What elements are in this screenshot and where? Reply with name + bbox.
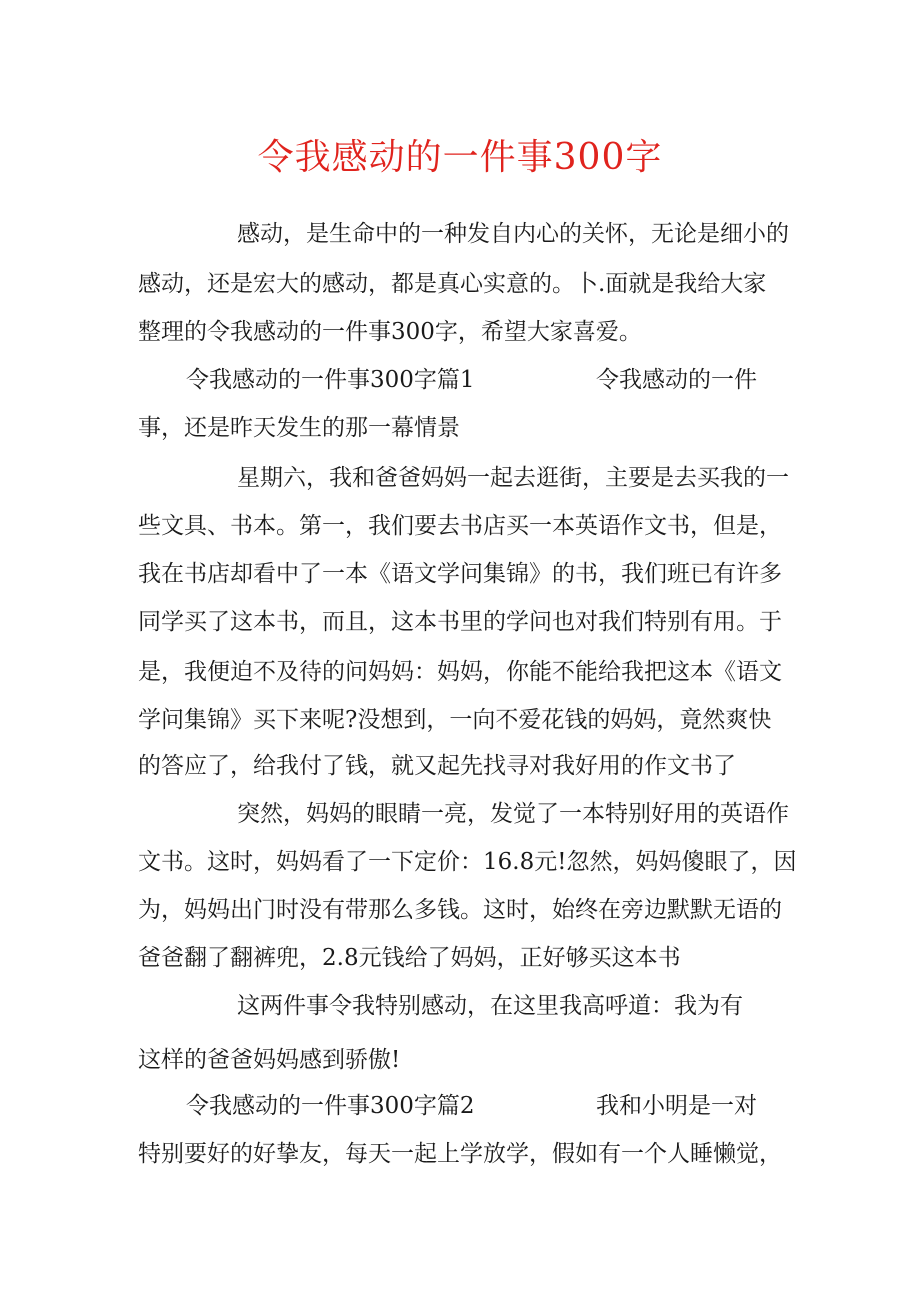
s1p2-line-4: 爸爸翻了翻裤兜，2.8元钱给了妈妈，正好够买这本书 <box>138 945 681 971</box>
s1p1-line-7: 的答应了，给我付了钱，就又起先找寻对我好用的作文书了 <box>138 753 736 779</box>
section2-heading-cont: 特别要好的好挚友，每天一起上学放学，假如有一个人睡懒觉， <box>138 1141 782 1167</box>
s1p1-line-3: 我在书店却看中了一本《语文学问集锦》的书，我们班已有许多 <box>138 561 782 587</box>
page-title: 令我感动的一件事300字 <box>257 137 663 178</box>
section1-heading-row <box>186 360 798 400</box>
s1p1-line-1: 星期六，我和爸爸妈妈一起去逛街，主要是去买我的一 <box>237 465 789 491</box>
s1p2-line-2: 文书。这时，妈妈看了一下定价：16.8元!忽然，妈妈傻眼了，因 <box>138 849 797 875</box>
intro-line-1: 感动，是生命中的一种发自内心的关怀，无论是细小的 <box>237 221 789 247</box>
s1p3-line-1: 这两件事令我特别感动，在这里我高呼道：我为有 <box>237 993 743 1019</box>
s1p2-line-1: 突然，妈妈的眼睛一亮，发觉了一本特别好用的英语作 <box>237 801 789 827</box>
s1p1-line-5: 是，我便迫不及待的问妈妈：妈妈，你能不能给我把这本《语文 <box>138 659 782 685</box>
intro-line-2: 感动，还是宏大的感动，都是真心实意的。卜.面就是我给大家 <box>138 271 767 297</box>
s1p3-line-2: 这样的爸爸妈妈感到骄傲! <box>138 1047 401 1073</box>
section2-heading-right: 我和小明是一对 <box>596 1093 757 1119</box>
s1p1-line-6: 学问集锦》买下来呢?没想到，一向不爱花钱的妈妈，竟然爽快 <box>138 707 772 733</box>
s1p2-line-3: 为，妈妈出门时没有带那么多钱。这时，始终在旁边默默无语的 <box>138 897 782 923</box>
intro-line-3: 整理的令我感动的一件事300字，希望大家喜爱。 <box>138 319 642 345</box>
section1-heading: 令我感动的一件事300字篇1 <box>186 367 475 393</box>
section2-heading: 令我感动的一件事300字篇2 <box>186 1093 475 1119</box>
section1-heading-right: 令我感动的一件 <box>596 367 757 393</box>
section2-heading-row <box>186 1086 798 1126</box>
s1p1-line-2: 些文具、书本。第一，我们要去书店买一本英语作文书，但是， <box>138 513 782 539</box>
section1-heading-cont: 事，还是昨天发生的那一幕情景 <box>138 415 460 441</box>
s1p1-line-4: 同学买了这本书，而且，这本书里的学问也对我们特别有用。于 <box>138 609 782 635</box>
